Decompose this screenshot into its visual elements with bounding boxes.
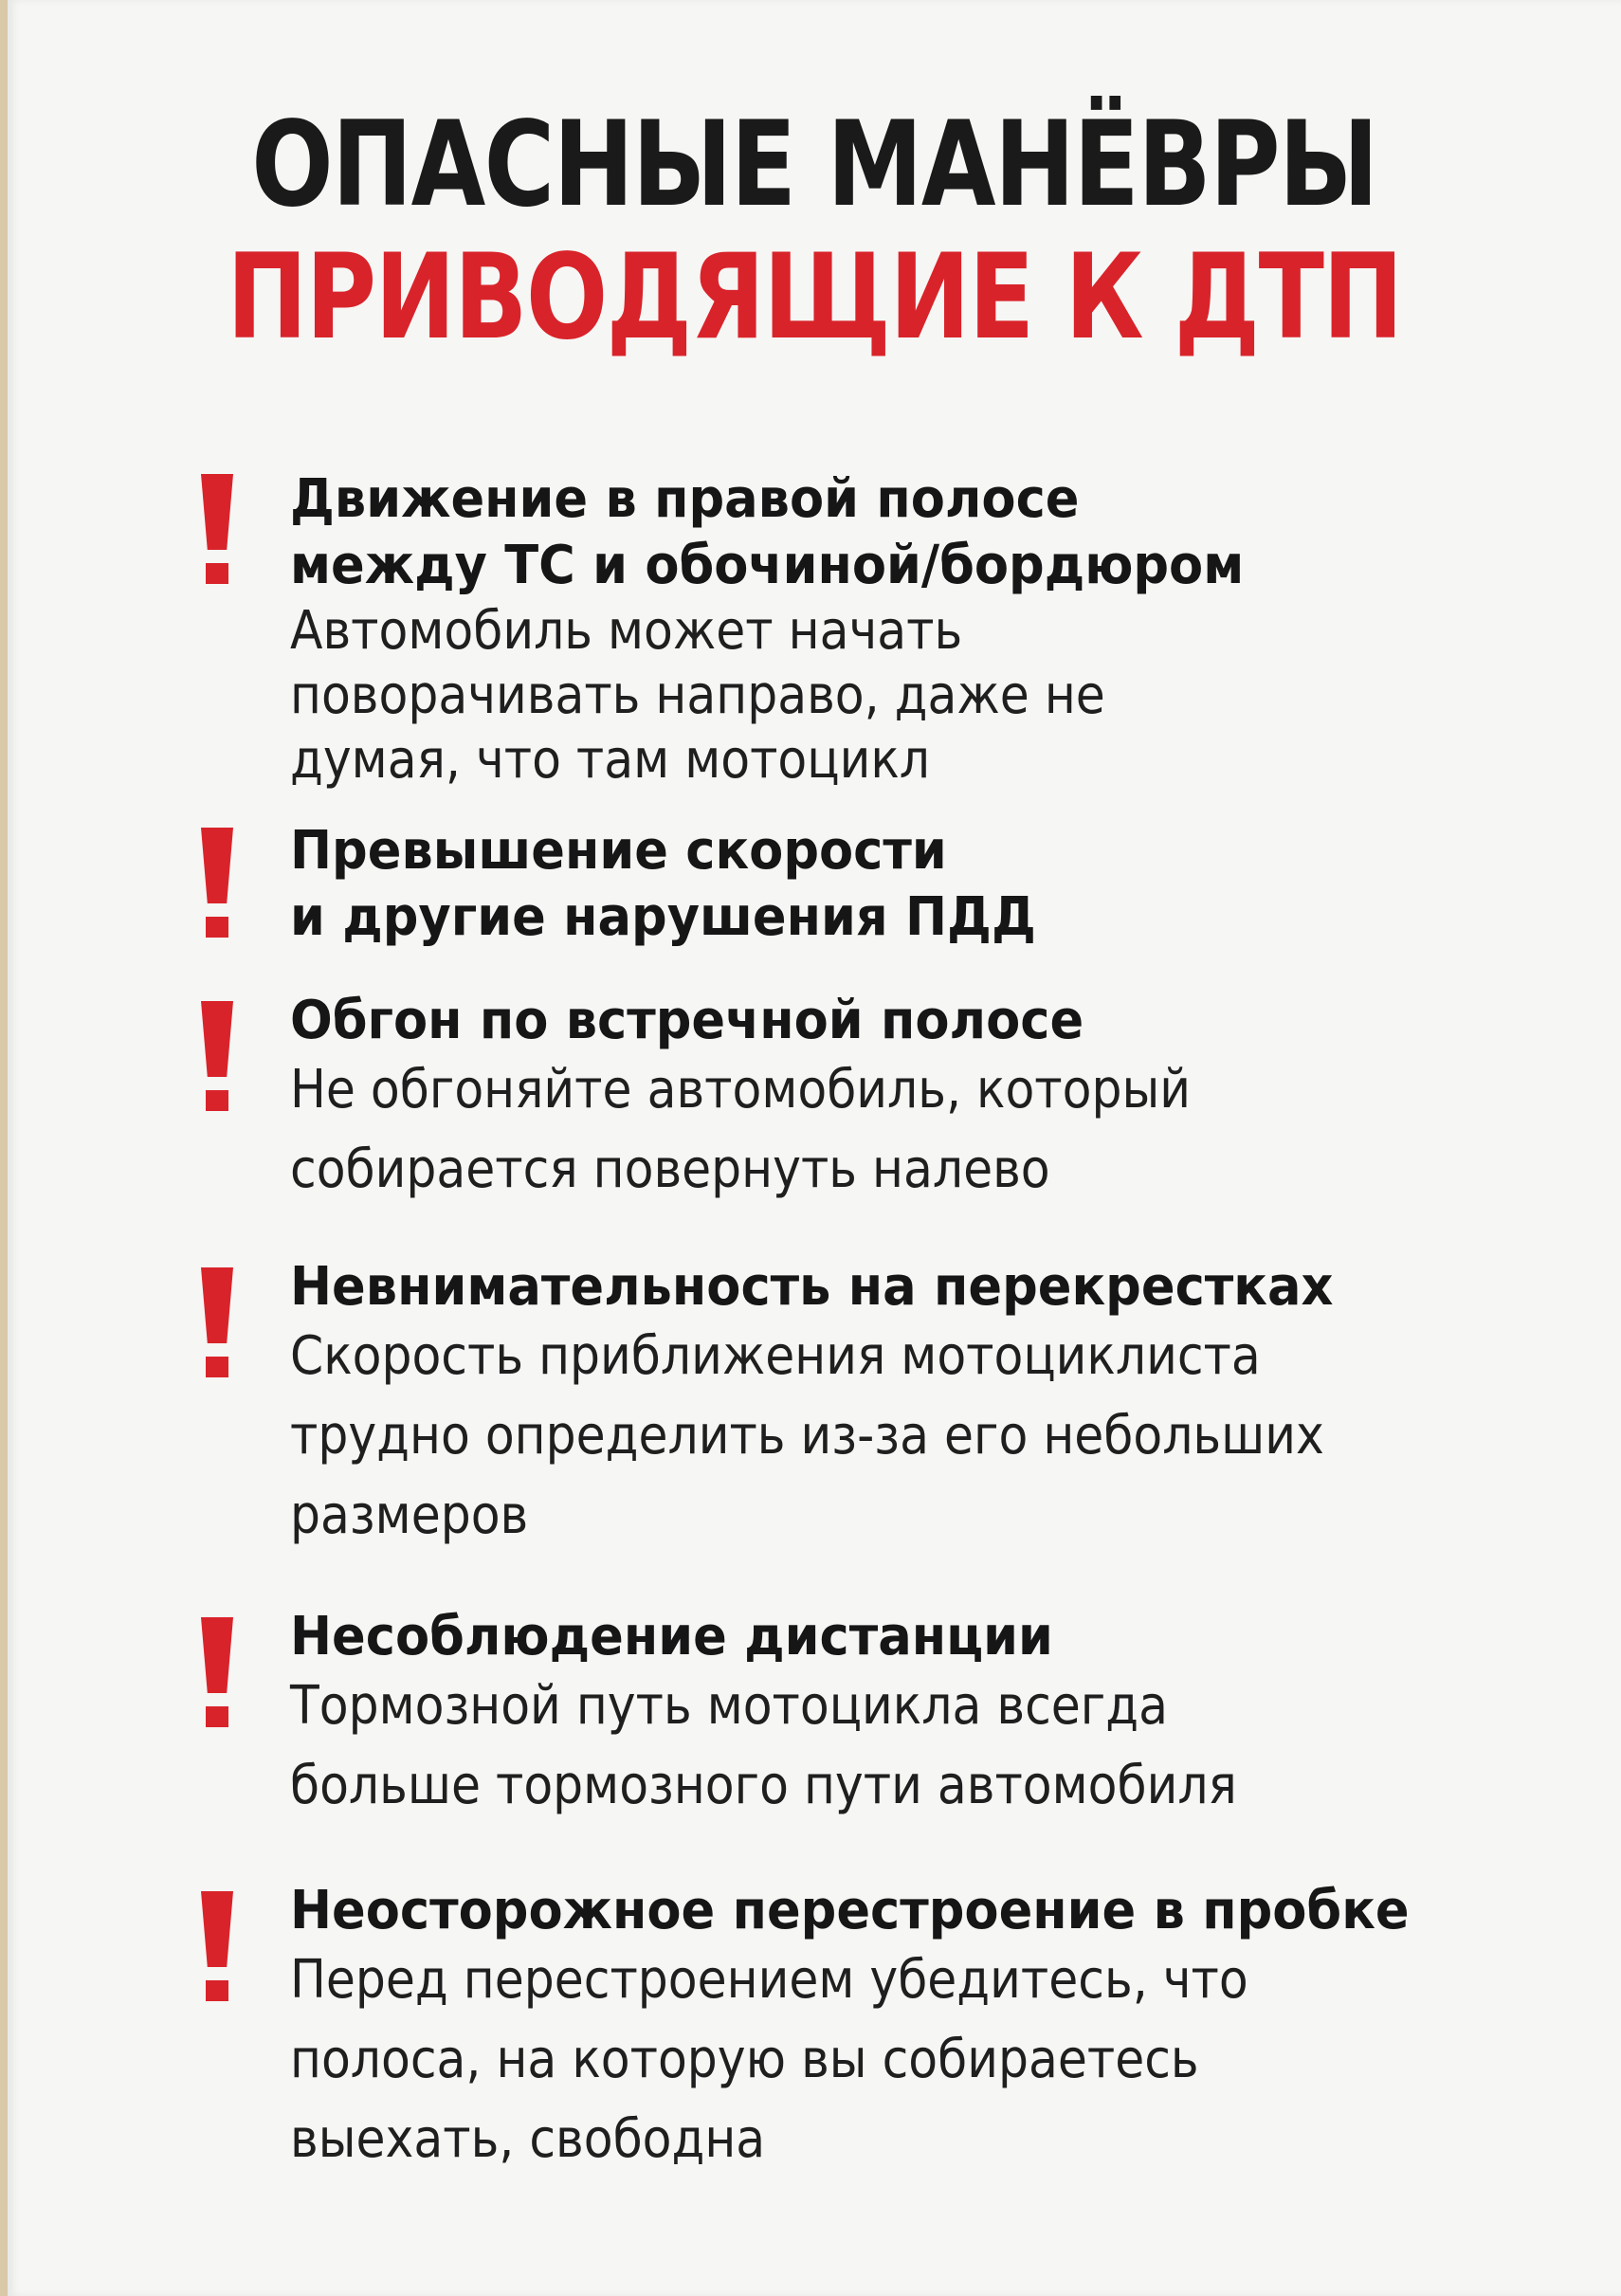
item-heading: Невнимательность на перекрестках: [290, 1256, 1334, 1318]
item-heading: Превышение скорости: [290, 820, 947, 882]
poster-sheet: [8, 0, 1621, 2296]
item-description: думая, что там мотоцикл: [290, 729, 930, 791]
item-description: больше тормозного пути автомобиля: [290, 1755, 1237, 1816]
item-description: Тормозной путь мотоцикла всегда: [290, 1675, 1169, 1737]
item-description: собирается повернуть налево: [290, 1139, 1050, 1200]
item-heading: Несоблюдение дистанции: [290, 1606, 1053, 1667]
item-description: Скорость приближения мотоциклиста: [290, 1325, 1261, 1387]
item-description: выехать, свободна: [290, 2108, 766, 2170]
item-description: размеров: [290, 1485, 529, 1546]
item-description: полоса, на которую вы собираетесь: [290, 2029, 1199, 2090]
item-description: поворачивать направо, даже не: [290, 665, 1105, 726]
item-description: Автомобиль может начать: [290, 600, 963, 662]
item-heading: между ТС и обочиной/бордюром: [290, 535, 1245, 596]
item-heading: Движение в правой полосе: [290, 468, 1080, 530]
item-description: Не обгоняйте автомобиль, который: [290, 1059, 1192, 1121]
item-description: трудно определить из-за его небольших: [290, 1405, 1324, 1467]
item-heading: Неосторожное перестроение в пробке: [290, 1880, 1410, 1941]
maneuver-list: [8, 0, 1621, 2296]
item-description: Перед перестроением убедитесь, что: [290, 1949, 1248, 2011]
item-heading: Обгон по встречной полосе: [290, 990, 1084, 1051]
item-heading: и другие нарушения ПДД: [290, 886, 1036, 948]
title-line-1: ОПАСНЫЕ МАНЁВРЫ: [251, 97, 1377, 233]
title-line-2: ПРИВОДЯЩИЕ К ДТП: [227, 229, 1402, 366]
